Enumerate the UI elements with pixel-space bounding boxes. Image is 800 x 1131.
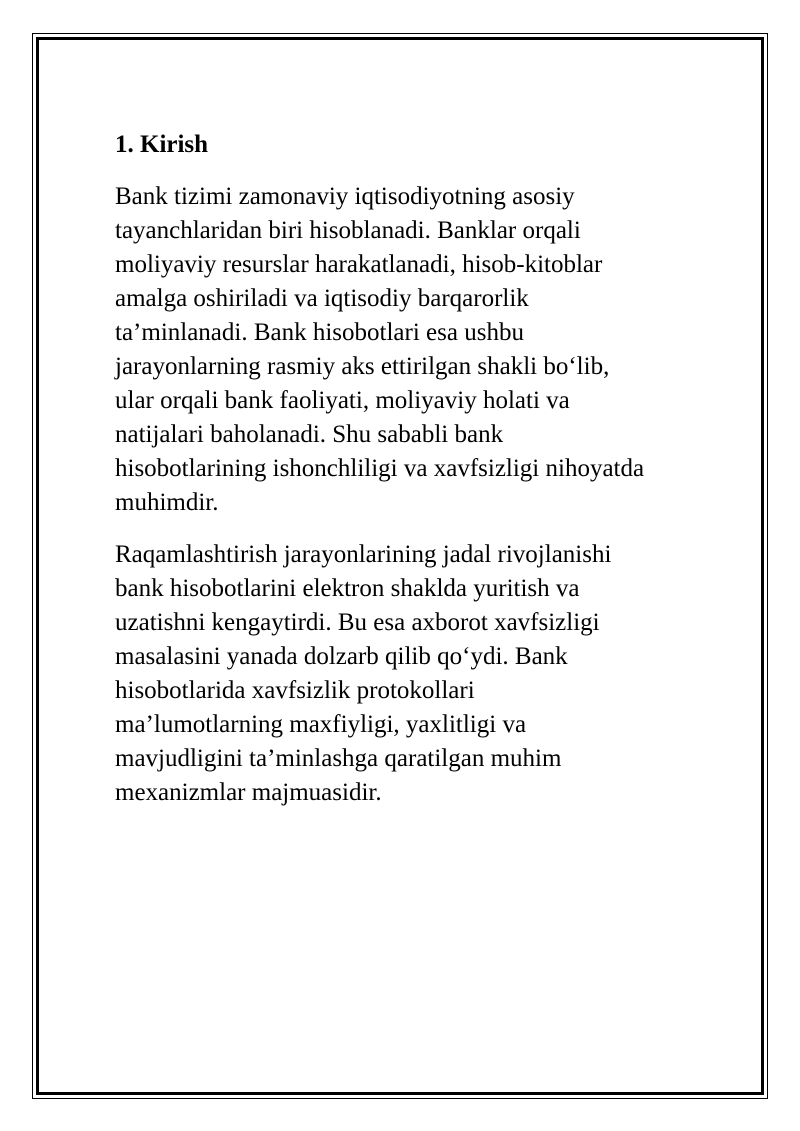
section-heading: 1. Kirish (115, 131, 209, 158)
paragraph-2: Raqamlashtirish jarayonlarining jadal rivojlanishi bank hisobotlarini elektron shaklda yuritish va uzatishni kengaytirdi. Bu esa axborot xavfsizligi masalasini yanada dolzarb qilib qo‘ydi. Bank hisobotlarida xavfsizlik protokollari ma’lumotlarning maxfiyligi, yaxlitligi va mavjudligini ta’minlashga qaratilgan muhim mexanizmlar majmuasidir. (115, 541, 612, 806)
page-content (115, 128, 745, 828)
paragraph-1: Bank tizimi zamonaviy iqtisodiyotning asosiy tayanchlaridan biri hisoblanadi. Banklar orqali moliyaviy resurslar harakatlanadi, hisob-kitoblar amalga oshiriladi va iqtisodiy barqarorlik ta’minlanadi. Bank hisobotlari esa ushbu jarayonlarning rasmiy aks ettirilgan shakli bo‘lib, ular orqali bank faoliyati, moliyaviy holati va natijalari baholanadi. Shu sababli bank hisobotlarining ishonchliligi va xavfsizligi nihoyatda muhimdir. (115, 183, 645, 516)
